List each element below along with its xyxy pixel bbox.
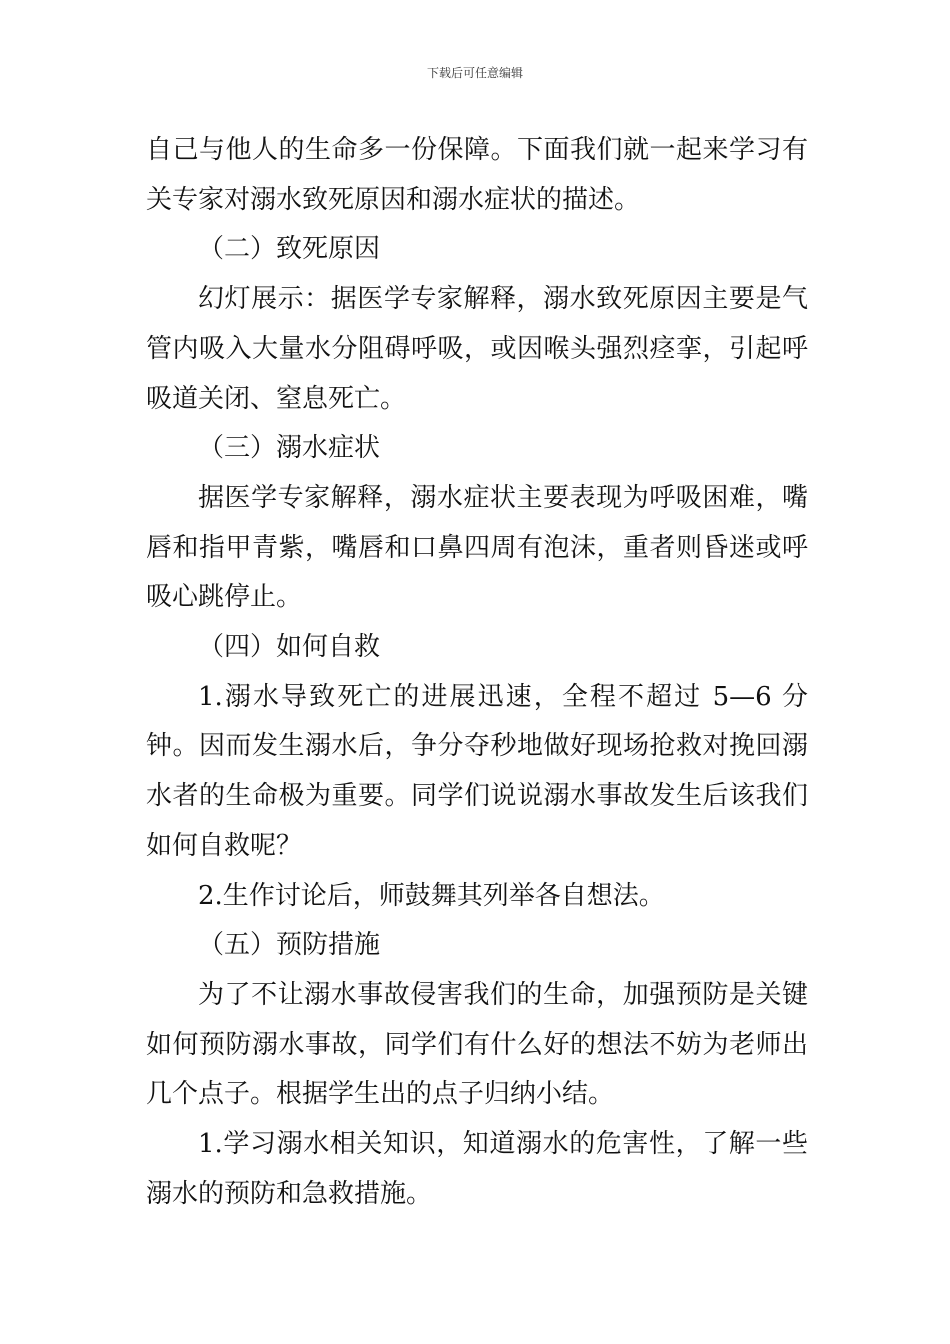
paragraph-cause-of-death: 幻灯展示：据医学专家解释，溺水致死原因主要是气管内吸入大量水分阻碍呼吸，或因喉头强烈痉挛，引起呼吸道关闭、窒息死亡。 [146,284,808,414]
page-header-note: 下载后可任意编辑 [426,66,523,80]
paragraph-prevention-1: 1.学习溺水相关知识，知道溺水的危害性，了解一些溺水的预防和急救措施。 [146,1129,808,1209]
section-heading-cause-of-death: （二）致死原因 [198,234,381,265]
paragraph-intro: 自己与他人的生命多一份保障。下面我们就一起来学习有关专家对溺水致死原因和溺水症状的描述。 [146,135,808,215]
paragraph-prevention-intro: 为了不让溺水事故侵害我们的生命，加强预防是关键如何预防溺水事故，同学们有什么好的想法不妨为老师出几个点子。根据学生出的点子归纳小结。 [146,979,808,1110]
document-body [146,126,808,1219]
section-heading-self-rescue: （四）如何自救 [198,632,381,663]
paragraph-self-rescue-2: 2.生作讨论后，师鼓舞其列举各自想法。 [198,880,665,911]
section-heading-symptoms: （三）溺水症状 [198,433,381,464]
section-heading-prevention: （五）预防措施 [198,930,381,961]
paragraph-symptoms: 据医学专家解释，溺水症状主要表现为呼吸困难，嘴唇和指甲青紫，嘴唇和口鼻四周有泡沫，重者则昏迷或呼吸心跳停止。 [146,482,808,613]
paragraph-self-rescue-1: 1.溺水导致死亡的进展迅速，全程不超过 5—6 分钟。因而发生溺水后，争分夺秒地做好现场抢救对挽回溺水者的生命极为重要。同学们说说溺水事故发生后该我们如何自救呢？ [146,681,808,861]
